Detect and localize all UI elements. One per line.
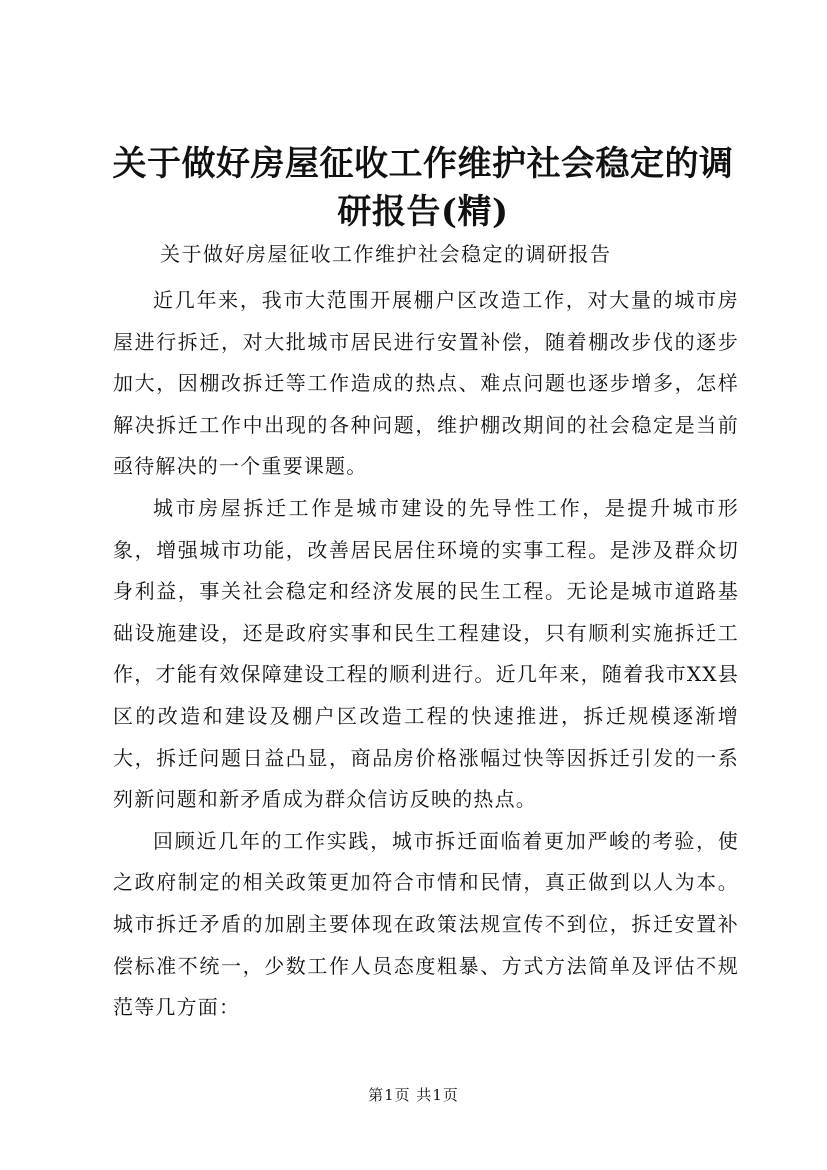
paragraph-2: 城市房屋拆迁工作是城市建设的先导性工作，是提升城市形象，增强城市功能，改善居民居住环境的实事工程。是涉及群众切身利益，事关社会稳定和经济发展的民生工程。无论是城市道路基础设施建设，还是政府实事和民生工程建设，只有顺利实施拆迁工作，才能有效保障建设工程的顺利进行。近几年来，随着我市XX县区的改造和建设及棚户区改造工程的快速推进，拆迁规模逐渐增大，拆迁问题日益凸显，商品房价格涨幅过快等因拆迁引发的一系列新问题和新矛盾成为群众信访反映的热点。 [113, 495, 739, 812]
paragraph-1: 近几年来，我市大范围开展棚户区改造工作，对大量的城市房屋进行拆迁，对大批城市居民进行安置补偿，随着棚改步伐的逐步加大，因棚改拆迁等工作造成的热点、难点问题也逐步增多，怎样解决拆迁工作中出现的各种问题，维护棚改期间的社会稳定是当前亟待解决的一个重要课题。 [113, 288, 739, 479]
page-footer: 第1页 共1页 [368, 1086, 459, 1104]
document-subtitle: 关于做好房屋征收工作维护社会稳定的调研报告 [160, 242, 612, 266]
document-body [113, 280, 739, 1029]
paragraph-3: 回顾近几年的工作实践，城市拆迁面临着更加严峻的考验，使之政府制定的相关政策更加符合市情和民情，真正做到以人为本。城市拆迁矛盾的加剧主要体现在政策法规宣传不到位，拆迁安置补偿标准不统一，少数工作人员态度粗暴、方式方法简单及评估不规范等几方面： [113, 828, 739, 1020]
document-title: 关于做好房屋征收工作维护社会稳定的调研报告(精) [112, 144, 734, 232]
